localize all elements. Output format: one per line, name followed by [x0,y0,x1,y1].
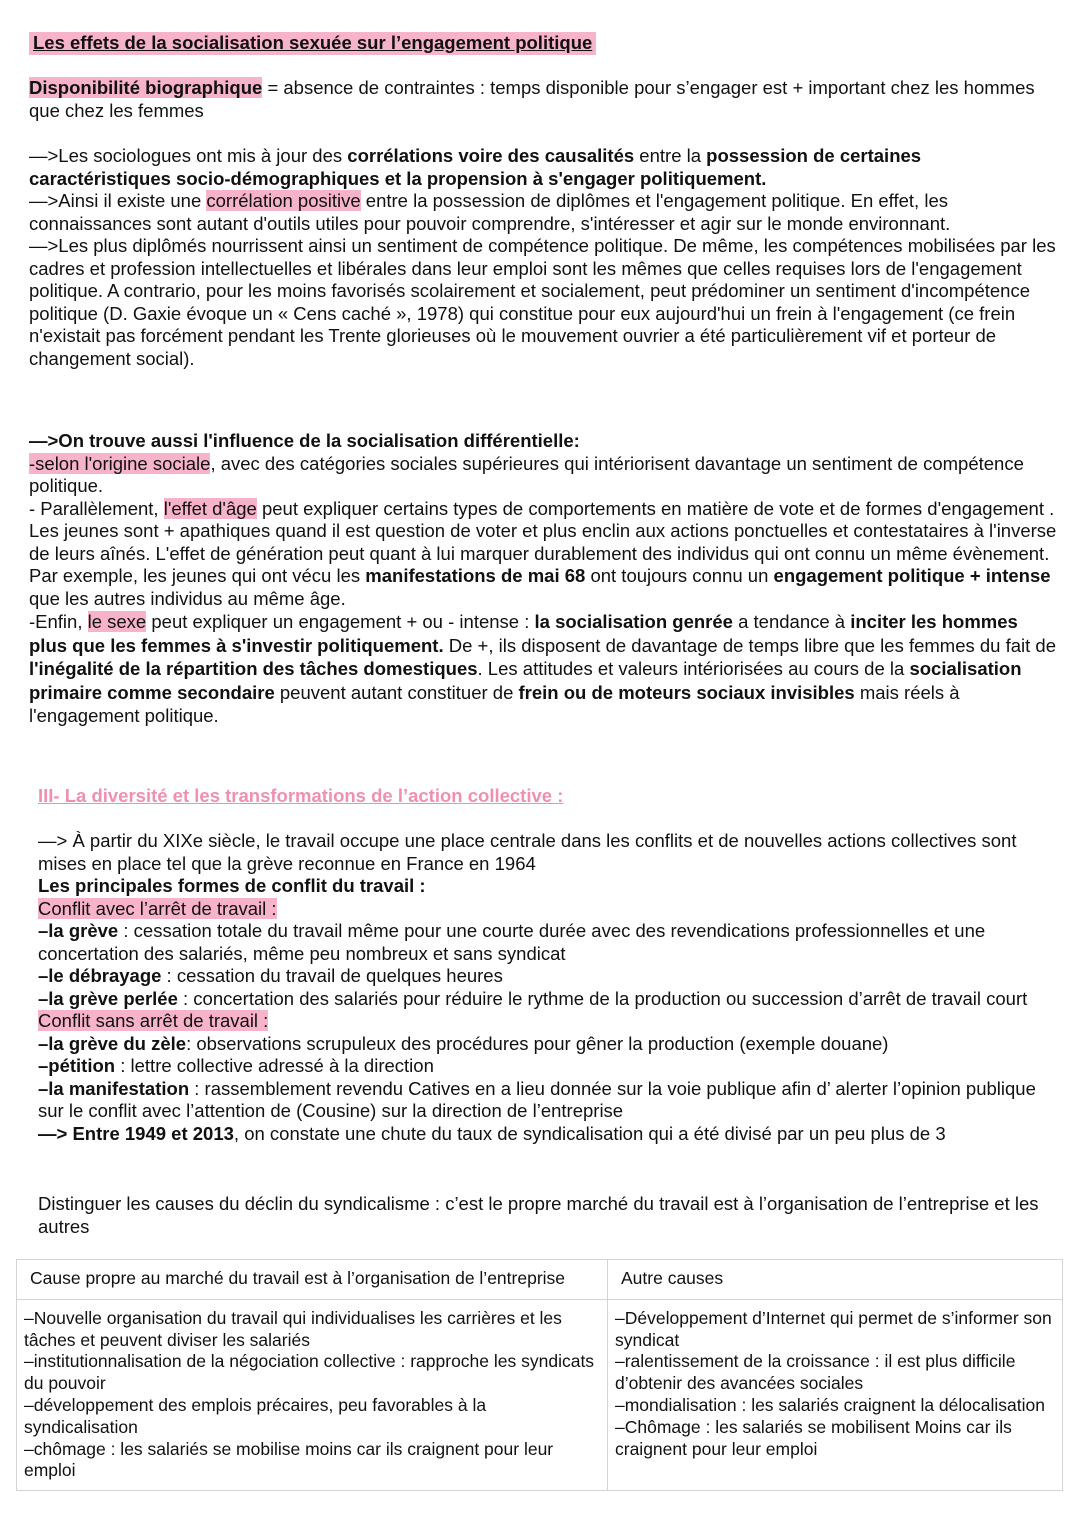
age-bold-mai68: manifestations de mai 68 [365,565,586,586]
sex-bold-3: l'inégalité de la répartition des tâches domestiques [29,658,478,679]
age-text-a: - Parallèlement, [29,497,164,519]
sex-text-a: -Enfin, [29,611,88,632]
origin-text: , avec des catégories sociales supérieures qui intériorisent davantage un sentiment de compétence politique. [29,452,1024,496]
differential-socialisation-section [29,430,1059,728]
title-text: Les effets de la socialisation sexuée sur l’engagement politique [29,32,596,55]
stat-text: , on constate une chute du taux de syndicalisation qui a été divisé par un peu plus de 3 [233,1122,946,1144]
list-item: –ralentissement de la croissance : il est plus difficile d’obtenir des avancées sociales [615,1351,1016,1394]
origin-highlight: -selon l'origine sociale [29,452,211,474]
age-text-b: peut expliquer certains types de comportements en matière de vote et de formes d'engagement . Les jeunes sont + apathiques quand il est question de voter et plus enclin aux actions ponctuelles et contestataires à l'inverse de leurs aînés. L'effet de génération peut quant à lui marquer durablement des individus qui ont connu un même évènement. Par exemple, les jeunes qui ont vécu les [29,497,1057,586]
sex-bold-2: inciter les hommes plus que les femmes à s'investir politiquement. [29,611,1018,656]
table-header-cell: Autre causes [608,1260,1063,1300]
list-item: –développement des emplois précaires, peu favorables à la syndicalisation [24,1394,487,1437]
paragraph-correlations [29,145,1059,370]
list-item: –Nouvelle organisation du travail qui individualises les carrières et les tâches et peuvent diviser les salariés [24,1307,562,1350]
table-header-row [17,1260,1063,1300]
zele-def: : observations scrupuleux des procédures pour gêner la production (exemple douane) [186,1032,889,1054]
debrayage-term: –le débrayage [38,965,162,986]
p1-text-c: entre la [634,145,707,166]
perlee-def: : concertation des salariés pour réduire le rythme de la production ou succession d’arrêt de travail court [177,987,1028,1009]
greve-term: –la grève [38,920,119,941]
without-stop-heading: Conflit sans arrêt de travail : [38,1010,269,1031]
p1-bold-b: corrélations voire des causalités [347,145,635,166]
sex-text-e: . Les attitudes et valeurs intériorisées au cours de la [477,658,910,679]
manif-term: –la manifestation [38,1077,190,1099]
table-cell-labor-market [17,1299,608,1490]
p1-bold-d: possession de certaines caractéristiques socio-démographiques et la propension à s'engager politiquement. [29,145,922,189]
sex-text-b: peut expliquer un engagement + ou - intense : [146,611,535,632]
disponibilite-text: = absence de contraintes : temps disponible pour s’engager est + important chez les hommes que chez les femmes [29,77,1035,121]
list-item: –mondialisation : les salariés craignent la délocalisation [615,1394,1045,1415]
diff-heading: —>On trouve aussi l'influence de la socialisation différentielle: [29,430,580,451]
disponibilite-paragraph [29,77,1059,122]
age-bold-engagement: engagement politique + intense [773,565,1051,586]
list-item: –Chômage : les salariés se mobilisent Moins car ils craignent pour leur emploi [615,1416,1012,1459]
sex-bold-1: la socialisation genrée [534,611,733,632]
age-highlight: l'effet d'âge [163,497,257,519]
section3-body [38,830,1058,1145]
disponibilite-term: Disponibilité biographique [29,77,263,98]
manif-def: : rassemblement revendu Catives en a lieu donnée sur la voie publique afin d’ alerter l’opinion publique sur le conflit avec l’attention de (Cousine) sur la direction de l’entreprise [38,1077,1036,1121]
distinguish-paragraph [38,1193,1058,1238]
p2-text-a: —>Ainsi il existe une [29,190,207,211]
sex-text-d: De +, ils disposent de davantage de temps libre que les femmes du fait de [443,634,1057,656]
forms-heading: Les principales formes de conflit du travail : [38,875,426,896]
debrayage-def: : cessation du travail de quelques heures [161,965,503,986]
sex-text-c: a tendance à [732,611,851,632]
age-text-c: ont toujours connu un [585,565,774,586]
p1-text-a: —>Les sociologues ont mis à jour des [29,145,348,166]
stat-bold: —> Entre 1949 et 2013 [38,1122,234,1144]
page-title [29,32,1059,55]
section3-heading [38,785,1058,808]
table-row [17,1299,1063,1490]
p2-highlight: corrélation positive [206,190,361,211]
section3-intro: —> À partir du XIXe siècle, le travail occupe une place centrale dans les conflits et de nouvelles actions collectives sont mises en place tel que la grève reconnue en France en 1964 [38,830,1017,874]
list-item: –institutionnalisation de la négociation collective : rapproche les syndicats du pouvoir [24,1351,595,1394]
table-header-cell: Cause propre au marché du travail est à l’organisation de l’entreprise [17,1260,608,1300]
with-stop-heading: Conflit avec l’arrêt de travail : [38,897,277,919]
petition-def: : lettre collective adressé à la direction [115,1055,434,1076]
sex-bold-4: socialisation primaire comme secondaire [29,658,1022,703]
sex-highlight: le sexe [87,611,147,632]
sex-bold-5: frein ou de moteurs sociaux invisibles [518,681,855,703]
perlee-term: –la grève perlée [38,987,178,1009]
list-item: –chômage : les salariés se mobilise moins car ils craignent pour leur emploi [24,1438,554,1481]
distinguish-text: Distinguer les causes du déclin du syndicalisme : c’est le propre marché du travail est à l’organisation de l’entreprise et les autres [38,1193,1039,1237]
table-cell-other-causes [608,1299,1063,1490]
petition-term: –pétition [38,1055,116,1076]
sex-text-g: mais réels à l'engagement politique. [29,681,960,726]
list-item: –Développement d’Internet qui permet de s’informer son syndicat [615,1307,1052,1350]
greve-def: : cessation totale du travail même pour une courte durée avec des revendications professionnelles et une concertation des salariés, même peu nombreux et sans syndicat [38,920,986,964]
sex-text-f: peuvent autant constituer de [274,681,519,703]
p2-text-b: entre la possession de diplômes et l'engagement politique. En effet, les connaissances sont autant d'outils utiles pour pouvoir comprendre, s'intéresser et agir sur le monde environnant. [29,190,951,234]
p3-paragraph: —>Les plus diplômés nourrissent ainsi un sentiment de compétence politique. De même, les compétences mobilisées par les cadres et profession intellectuelles et libérales dans leur emploi sont les mêmes que celles requises lors de l'engagement politique. A contrario, pour les moins favorisés scolairement et socialement, peut prédominer un sentiment d'incompétence politique (D. Gaxie évoque un « Cens caché », 1978) qui constitue pour eux aujourd'hui un frein à l'engagement (ce frein n'existait pas forcément pendant les Trente glorieuses où le mouvement ouvrier a été particulièrement vif et porteur de changement social). [29,235,1056,369]
age-text-d: que les autres individus au même âge. [29,587,346,609]
zele-term: –la grève du zèle [38,1032,187,1054]
causes-table [16,1259,1063,1491]
section3-heading-text: III- La diversité et les transformations de l’action collective : [38,785,564,806]
